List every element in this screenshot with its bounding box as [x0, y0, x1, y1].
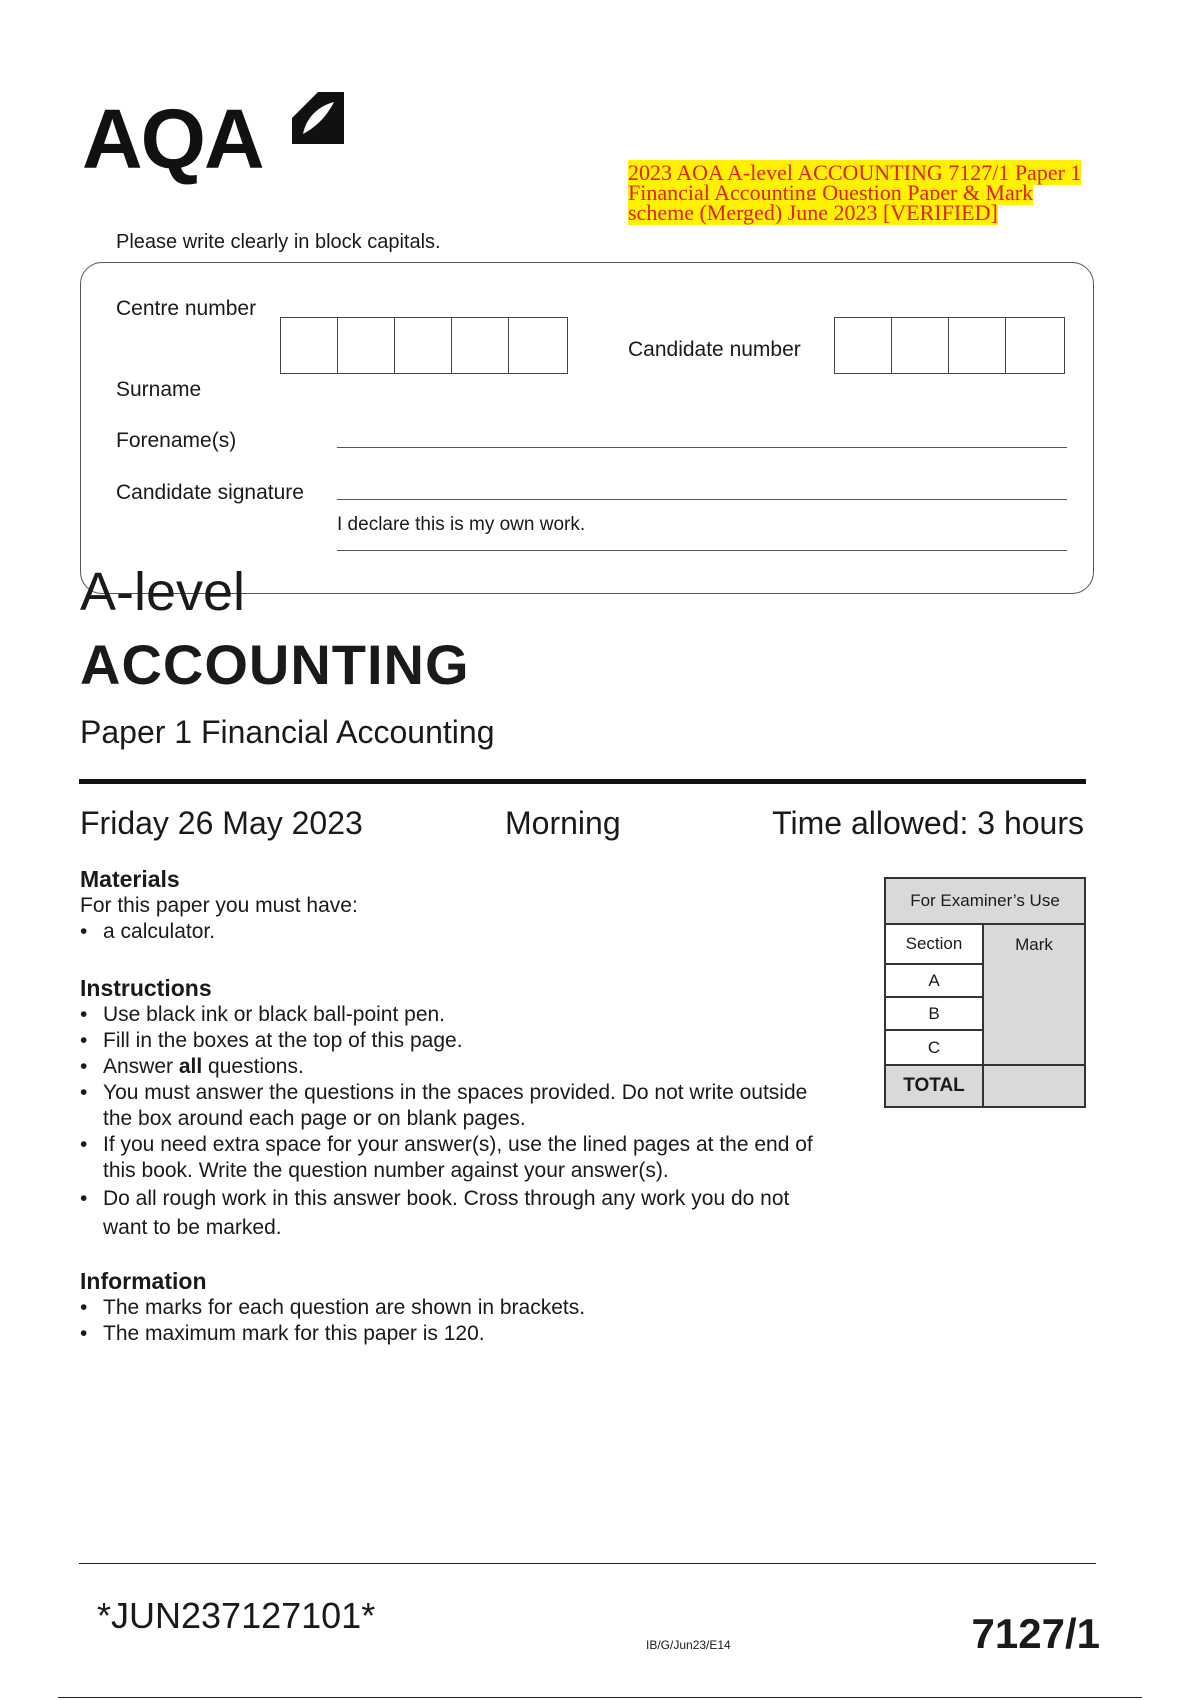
- candidate-number-digit[interactable]: [835, 318, 892, 373]
- exam-date: Friday 26 May 2023: [80, 805, 363, 841]
- reference-code: IB/G/Jun23/E14: [646, 1638, 731, 1652]
- information-item: • The maximum mark for this paper is 120.: [80, 1321, 820, 1347]
- candidate-number-label: Candidate number: [628, 338, 801, 361]
- mark-column-header: Mark: [1015, 935, 1053, 954]
- centre-number-boxes[interactable]: [280, 317, 568, 374]
- answer-all-post: questions.: [202, 1055, 304, 1078]
- examiner-table-title: For Examiner’s Use: [886, 879, 1084, 925]
- declaration-line: [337, 550, 1067, 551]
- information-item: • The marks for each question are shown in brackets.: [80, 1295, 820, 1321]
- examiner-use-table: [884, 877, 1086, 1108]
- centre-number-digit[interactable]: [509, 318, 566, 373]
- page-bottom-rule: [58, 1697, 1142, 1698]
- aqa-logo: [82, 92, 352, 187]
- forenames-line[interactable]: [337, 447, 1067, 448]
- centre-number-digit[interactable]: [452, 318, 509, 373]
- instructions-section: [80, 975, 820, 1242]
- instruction-item: • You must answer the questions in the spaces provided. Do not write outside the box around each page or on blank pages.: [80, 1080, 820, 1132]
- highlight-note: [628, 160, 1098, 225]
- highlight-note-text: 2023 AQA A-level ACCOUNTING 7127/1 Paper 1 Financial Accounting Question Paper & Mark scheme (Merged) June 2023 [VERIFIED]: [628, 160, 1082, 225]
- instruction-item-answer-all: [80, 1054, 820, 1080]
- instruction-item: • Use black ink or black ball-point pen.: [80, 1002, 820, 1028]
- paper-title: Paper 1 Financial Accounting: [80, 714, 495, 750]
- forenames-label: Forename(s): [116, 429, 237, 452]
- information-heading: Information: [80, 1268, 207, 1294]
- paper-code: 7127/1: [971, 1610, 1100, 1657]
- surname-label: Surname: [116, 378, 202, 401]
- section-row-label: B: [886, 998, 984, 1031]
- materials-item: • a calculator.: [80, 919, 820, 945]
- centre-number-label: Centre number: [116, 297, 257, 320]
- section-row-label: C: [886, 1031, 984, 1064]
- exam-session: Morning: [505, 805, 621, 841]
- instruction-item: • Do all rough work in this answer book. Cross through any work you do not want to be marked.: [80, 1184, 820, 1242]
- candidate-number-boxes[interactable]: [834, 317, 1065, 374]
- centre-number-digit[interactable]: [281, 318, 338, 373]
- title-divider: [79, 779, 1086, 784]
- time-allowed: Time allowed: 3 hours: [772, 805, 1084, 841]
- answer-all-bold: all: [178, 1055, 203, 1078]
- candidate-number-digit[interactable]: [892, 318, 949, 373]
- centre-number-digit[interactable]: [395, 318, 452, 373]
- footer-divider: [79, 1563, 1096, 1564]
- centre-number-digit[interactable]: [338, 318, 395, 373]
- leaf-icon: [288, 92, 344, 152]
- answer-all-pre: Answer: [103, 1055, 179, 1078]
- barcode-text: *JUN237127101*: [97, 1595, 376, 1636]
- declaration-text: I declare this is my own work.: [337, 514, 586, 535]
- logo-text: AQA: [82, 92, 263, 186]
- materials-section: [80, 866, 820, 945]
- candidate-number-digit[interactable]: [949, 318, 1006, 373]
- section-row-label: A: [886, 965, 984, 998]
- level-title: A-level: [80, 562, 246, 622]
- signature-label: Candidate signature: [116, 481, 304, 504]
- instruction-item: • Fill in the boxes at the top of this page.: [80, 1028, 820, 1054]
- materials-intro: For this paper you must have:: [80, 894, 358, 917]
- total-row-label: TOTAL: [886, 1064, 984, 1106]
- signature-line[interactable]: [337, 499, 1067, 500]
- candidate-number-digit[interactable]: [1006, 318, 1063, 373]
- subject-title: ACCOUNTING: [80, 633, 470, 696]
- instructions-heading: Instructions: [80, 975, 212, 1001]
- instruction-item: • If you need extra space for your answer(s), use the lined pages at the end of this book. Write the question number against your answer(s).: [80, 1132, 820, 1184]
- block-capitals-instruction: Please write clearly in block capitals.: [116, 231, 441, 253]
- materials-heading: Materials: [80, 866, 180, 892]
- information-section: [80, 1268, 820, 1347]
- total-mark-cell: [984, 1064, 1084, 1106]
- section-column-header: Section: [886, 925, 984, 965]
